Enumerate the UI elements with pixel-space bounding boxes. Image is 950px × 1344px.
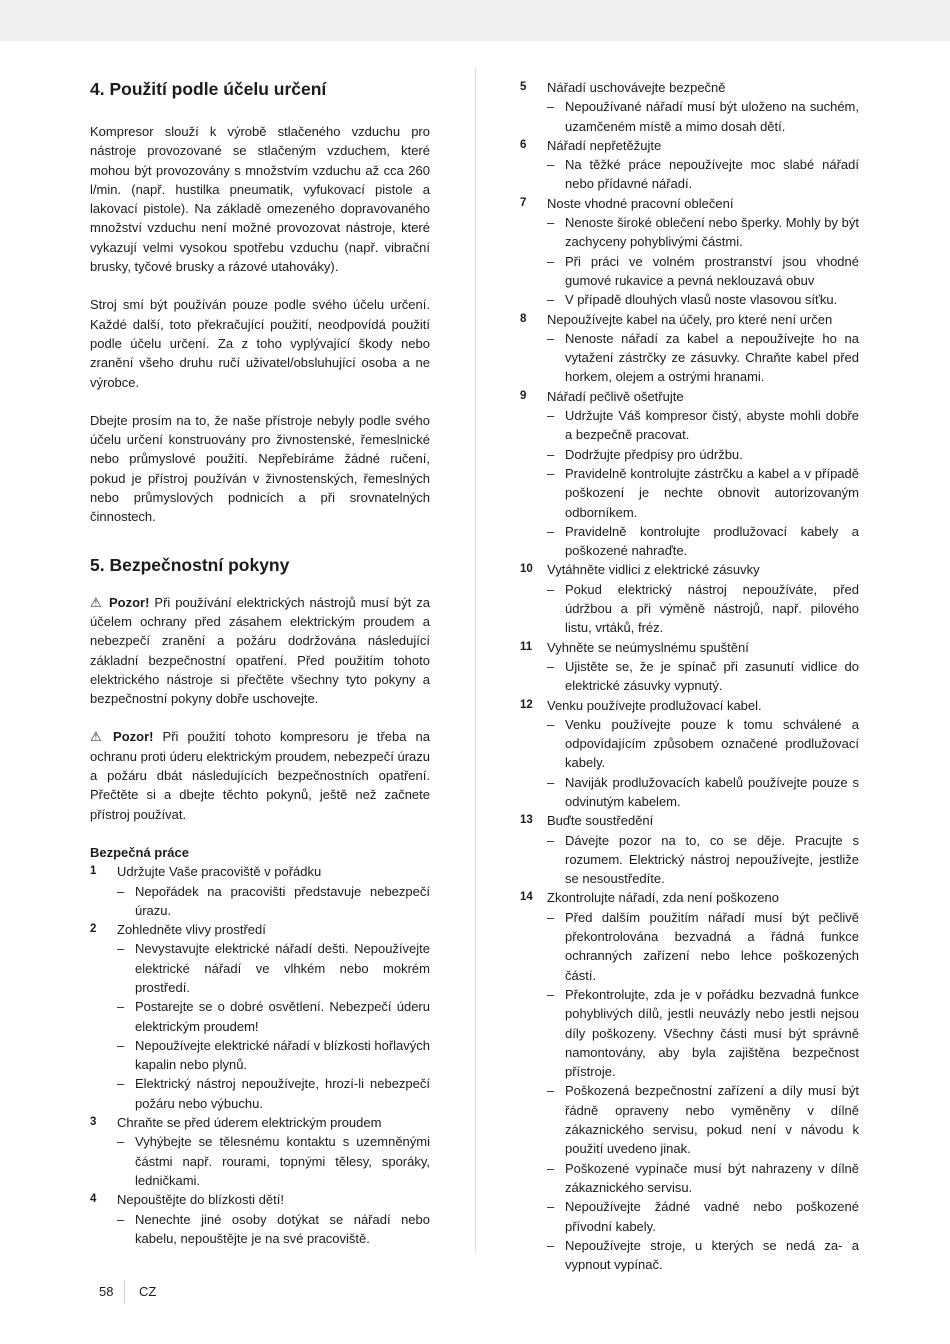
bullet-text: Nepoužívejte žádné vadné nebo poškozené přívodní kabely. [565,1199,859,1234]
bullet-text: V případě dlouhých vlasů noste vlasovou síťku. [565,292,838,308]
safety-item [520,78,859,136]
item-bullet [547,1159,859,1198]
item-title: Buďte soustředění [547,813,654,829]
bullet-text: Poškozené vypínače musí být nahrazeny v dílně zákaznického servisu. [565,1160,859,1195]
warning-icon: ⚠ [90,594,102,610]
dash-bullet: – [117,1076,125,1092]
left-column [90,78,430,1248]
bullet-text: Při práci ve volném prostranství jsou vhodné gumové rukavice a pevná neklouzavá obuv [565,253,859,288]
safety-item-heading [520,194,859,213]
item-number: 5 [520,81,527,93]
item-bullet [547,985,859,1081]
item-bullet [547,252,859,291]
item-bullet [547,445,859,464]
dash-bullet: – [117,999,125,1015]
safety-item-heading [90,862,430,881]
bullet-text: Pokud elektrický nástroj nepoužíváte, před údržbou a při výměně nástrojů, např. pilového listu, vrtáků, fréz. [565,581,859,636]
safety-item-heading [520,78,859,97]
item-bullet [547,290,859,309]
dash-bullet: – [547,253,555,269]
dash-bullet: – [117,1134,125,1150]
right-column [520,78,859,1274]
item-number: 14 [520,891,533,904]
item-title: Noste vhodné pracovní oblečení [547,195,734,211]
item-title: Nářadí nepřetěžujte [547,137,662,153]
bullet-text: Dodržujte předpisy pro údržbu. [565,446,743,462]
safety-item [520,560,859,637]
dash-bullet: – [547,157,555,173]
bullet-text: Nepoužívané nářadí musí být uloženo na suchém, uzamčeném místě a mimo dosah dětí. [565,99,859,134]
top-bar [0,0,950,41]
safety-item [520,811,859,888]
dash-bullet: – [547,832,555,848]
item-bullet [547,406,859,445]
item-bullet [117,882,430,921]
safety-item [520,638,859,696]
bullet-text: Před dalším použitím nářadí musí být pečlivě překontrolována bezvadná a řádná funkce ochranných zařízení nebo lehce poškozených částí. [565,909,859,983]
item-number: 13 [520,814,533,827]
item-bullet [547,908,859,985]
item-bullet [547,715,859,773]
warning-label: Pozor! [108,594,150,610]
item-title: Vyhněte se neúmyslnému spuštění [547,639,749,655]
section4-paragraph-1: Kompresor slouží k výrobě stlačeného vzduchu pro nástroje provozované se stlačeným vzduchem, které mohou být provozovány s množstvím vzduchu až cca 260 l/min. (např. hustilka pneumatik, vyfukovací pistole a lakovací pistole). Na základě omezeného dopravovaného množství vzduchu není možné provozovat nástroje, které vykazují velmi vysokou spotřebu vzduchu (např. vibrační brusky, tyčové brusky a rázové utahováky). [90,124,430,275]
item-bullet [547,522,859,561]
safety-item-heading [520,310,859,329]
dash-bullet: – [117,941,125,957]
page-number: 58 [99,1284,114,1299]
warning-paragraph-2 [90,727,430,823]
bullet-text: Nevystavujte elektrické nářadí dešti. Nepoužívejte elektrické nářadí ve vlhkém nebo mokrém prostředí. [135,941,430,995]
section4-paragraph-2: Stroj smí být používán pouze podle svého účelu určení. Každé další, toto překračující použití, neodpovídá použití podle účelu určení. Za z toho vyplývající škody nebo zranění všeho druhu ručí uživatel/obsluhující osoba a ne výrobce. [90,297,430,390]
bullet-text: Nepoužívejte stroje, u kterých se nedá za- a vypnout vypínač. [565,1237,859,1273]
safety-item [520,310,859,387]
bullet-text: Postarejte se o dobré osvětlení. Nebezpečí úderu elektrickým proudem! [135,999,430,1034]
item-bullet [117,939,430,997]
dash-bullet: – [547,292,555,308]
item-bullet [547,1236,859,1275]
item-number: 9 [520,389,527,402]
item-bullet [117,1210,430,1249]
warning-text: Při použití tohoto kompresoru je třeba na ochranu proti úderu elektrickým proudem, nebezpečí úrazu a požáru dbát následujících bezpečnostních opatření. Přečtěte si a dbejte těchto pokynů, ještě než začnete přístroj používat. [90,729,430,822]
item-title: Vytáhněte vidlici z elektrické zásuvky [547,562,760,578]
dash-bullet: – [547,1237,555,1253]
item-title: Udržujte Vaše pracoviště v pořádku [117,864,322,880]
item-number: 10 [520,563,533,576]
dash-bullet: – [547,446,555,462]
item-bullet [117,1036,430,1075]
bullet-text: Nenechte jiné osoby dotýkat se nářadí nebo kabelu, nepouštějte je na své pracoviště. [135,1211,430,1246]
item-title: Nářadí pečlivě ošetřujte [547,388,684,404]
item-bullet [547,155,859,194]
items-left [90,862,430,1248]
bullet-text: Ujistěte se, že je spínač při zasunutí vidlice do elektrické zásuvky vypnutý. [565,658,859,694]
safety-item [90,1190,430,1248]
items-right [520,78,859,1274]
bullet-text: Vyhýbejte se tělesnému kontaktu s uzemněnými částmi např. rourami, topnými tělesy, sporáky, ledničkami. [135,1134,430,1188]
safety-item-heading [90,1190,430,1209]
safety-item-heading [520,888,859,907]
safety-item-heading [90,920,430,939]
item-bullet [547,657,859,696]
bullet-text: Naviják prodlužovacích kabelů používejte pouze s odvinutým kabelem. [565,774,859,809]
item-number: 2 [90,923,97,936]
bullet-text: Překontrolujte, zda je v pořádku bezvadná funkce pohyblivých dílů, jestli neuvázly nebo jestli nejsou díly poškozeny. Všechny části musí být správně namontovány, aby byla zajištěna bezpečnost přístroje. [565,986,859,1080]
item-bullet [547,213,859,252]
dash-bullet: – [547,465,555,481]
bullet-text: Nenoste široké oblečení nebo šperky. Mohly by být zachyceny pohyblivými částmi. [565,215,859,250]
item-number: 3 [90,1116,97,1129]
safety-item [90,862,430,920]
item-bullet [117,1132,430,1190]
item-title: Zkontrolujte nářadí, zda není poškozeno [547,890,779,906]
bullet-text: Na těžké práce nepoužívejte moc slabé nářadí nebo přídavné nářadí. [565,157,859,192]
dash-bullet: – [547,581,555,597]
safety-item [520,696,859,812]
dash-bullet: – [547,986,555,1002]
item-number: 12 [520,698,533,711]
item-title: Zohledněte vlivy prostředí [117,922,266,938]
bullet-text: Venku používejte pouze k tomu schválené a odpovídajícím způsobem označené prodlužovací kabely. [565,716,859,771]
dash-bullet: – [547,408,555,424]
item-bullet [117,1074,430,1113]
warning-icon: ⚠ [90,729,102,745]
dash-bullet: – [117,883,125,899]
item-bullet [547,1081,859,1158]
bullet-text: Pravidelně kontrolujte zástrčku a kabel a v případě poškození je nechte obnovit autorizovaným odborníkem. [565,465,859,520]
warning-text: Při používání elektrických nástrojů musí být za účelem ochrany před zásahem elektrickým proudem a nebezpečí zranění a požáru dodržována následující základní bezpečnostní opatření. Před použitím tohoto elektrického nástroje si přečtěte všechny tyto pokyny a bezpečnostní pokyny dobře uschovejte. [90,594,430,707]
safety-item [520,387,859,561]
item-bullet [547,773,859,812]
dash-bullet: – [117,1211,125,1227]
item-number: 7 [520,196,527,209]
safety-item [520,888,859,1274]
item-number: 6 [520,138,527,151]
safety-item-heading [520,560,859,579]
safety-item [90,920,430,1113]
safety-item [520,194,859,310]
dash-bullet: – [547,1083,555,1099]
safe-work-heading: Bezpečná práce [90,844,189,860]
bullet-text: Elektrický nástroj nepoužívejte, hrozí-li nebezpečí požáru nebo výbuchu. [135,1076,430,1111]
dash-bullet: – [547,909,555,925]
bullet-text: Nenoste nářadí za kabel a nepoužívejte ho na vytažení zástrčky ze zásuvky. Chraňte kabel před horkem, olejem a ostrými hranami. [565,330,859,385]
column-divider [475,68,476,1253]
footer-divider [124,1280,125,1304]
dash-bullet: – [547,215,555,231]
item-bullet [547,831,859,889]
safety-item-heading [520,696,859,715]
dash-bullet: – [547,1160,555,1176]
bullet-text: Nepořádek na pracovišti představuje nebezpečí úrazu. [135,883,430,918]
safety-item-heading [520,638,859,657]
dash-bullet: – [547,1199,555,1215]
warning-paragraph-1 [90,593,430,709]
safety-item [90,1113,430,1190]
item-bullet [547,464,859,522]
dash-bullet: – [547,658,555,674]
item-bullet [547,329,859,387]
item-title: Chraňte se před úderem elektrickým proudem [117,1115,382,1131]
item-title: Nepouštějte do blízkosti dětí! [117,1192,284,1208]
section4-paragraph-3: Dbejte prosím na to, že naše přístroje nebyly podle svého účelu určení konstruovány pro živnostenské, řemeslnické nebo průmyslové použití. Nepřebíráme žádné ručení, pokud je přístroj používán v živnostenských, řemeslných nebo průmyslových podnicích a při srovnatelných činnostech. [90,412,430,525]
dash-bullet: – [547,99,555,115]
item-bullet [117,997,430,1036]
section5-title: 5. Bezpečnostní pokyny [90,554,290,575]
dash-bullet: – [547,330,555,346]
dash-bullet: – [547,716,555,732]
warning-label: Pozor! [113,729,154,745]
bullet-text: Dávejte pozor na to, co se děje. Pracujte s rozumem. Elektrický nástroj nepoužívejte, jestliže se nesoustředíte. [565,832,859,887]
item-bullet [547,1197,859,1236]
dash-bullet: – [547,523,555,539]
safety-item-heading [520,136,859,155]
item-number: 11 [520,640,533,653]
section4-title: 4. Použití podle účelu určení [90,79,327,99]
item-bullet [547,97,859,136]
safety-item-heading [90,1113,430,1132]
safety-item-heading [520,387,859,406]
dash-bullet: – [117,1037,125,1053]
language-code: CZ [139,1284,157,1299]
item-number: 1 [90,865,97,878]
bullet-text: Poškozená bezpečnostní zařízení a díly musí být řádně opraveny nebo vyměněny v dílně zákaznického servisu, pokud není v návodu k použití uvedeno jinak. [565,1083,859,1157]
safety-item-heading [520,811,859,830]
item-title: Nářadí uschovávejte bezpečně [547,80,726,95]
item-number: 4 [90,1193,97,1206]
dash-bullet: – [547,774,555,790]
bullet-text: Nepoužívejte elektrické nářadí v blízkosti hořlavých kapalin nebo plynů. [135,1037,430,1073]
safety-item [520,136,859,194]
item-title: Venku používejte prodlužovací kabel. [547,697,762,713]
item-number: 8 [520,312,527,325]
item-bullet [547,580,859,638]
bullet-text: Pravidelně kontrolujte prodlužovací kabely a poškozené nahraďte. [565,523,859,559]
bullet-text: Udržujte Váš kompresor čistý, abyste mohli dobře a bezpečně pracovat. [565,408,859,443]
item-title: Nepoužívejte kabel na účely, pro které není určen [547,311,833,327]
